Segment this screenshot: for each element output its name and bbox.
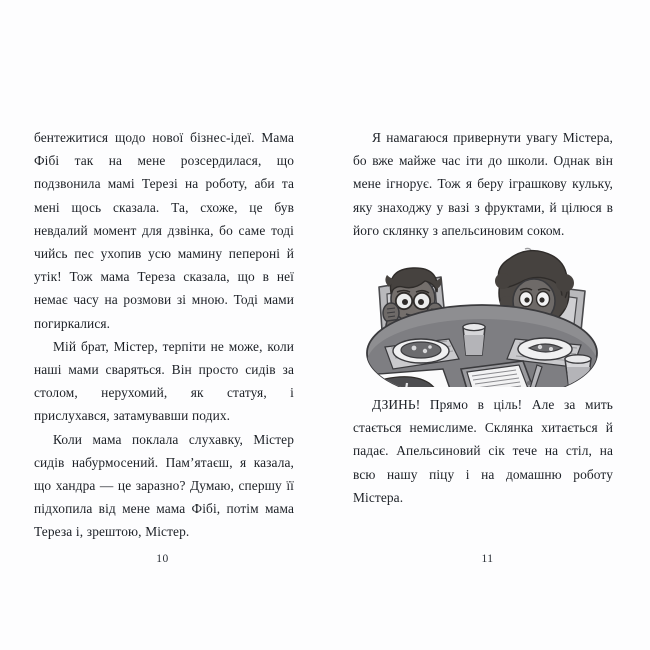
boy-plate-with-pizza [393, 339, 449, 363]
right-book-page [325, 0, 650, 650]
orange-juice-glass-center [463, 323, 485, 355]
right-paragraph-after-illustration: ДЗИНЬ! Прямо в ціль! Але за мить стається немислиме. Склянка хитається й падає. Апельсиновий сік тече на стіл, на всю нашу піцу і на домашню роботу Містера. [353, 397, 613, 505]
girl-plate-with-pizza [518, 338, 572, 360]
right-paragraph-before-illustration: Я намагаюся привернути увагу Містера, бо вже майже час іти до школи. Однак він мене ігнорує. Тож я беру іграшкову кульку, яку знаходжу у вазі з фруктами, й цілюся в його склянку з апельсиновим соком. [353, 130, 613, 238]
right-page-text-column [353, 126, 613, 509]
illustration-svg [351, 247, 613, 387]
left-page-number: 10 [156, 553, 169, 565]
left-page-text-column [34, 126, 294, 544]
right-page-number: 11 [481, 553, 494, 565]
left-paragraph-1: бентежитися щодо нової бізнес-ідеї. Мама Фібі так на мене розсердилася, що подзвонила мамі Терезі на роботу, аби та мені щось сказала. Та, схоже, це був невдалий момент для дзвінка, бо саме тоді чийсь пес ухопив усю мамину пепероні й утік! Тож мама Тереза сказала, що в неї немає часу на розмови зі мною. Тоді мами погиркалися. [34, 130, 294, 331]
orange-juice-glass-right [565, 355, 591, 387]
left-paragraph-3: Коли мама поклала слухавку, Містер сидів набурмосений. Пам’ятаєш, я казала, що хандра — це заразно? Думаю, спершу її підхопила від мене мама Фібі, потім мама Тереза і, зрештою, Містер. [34, 431, 294, 540]
left-paragraph-2: Мій брат, Містер, терпіти не може, коли наші мами сваряться. Він просто сидів за столом, нерухомий, як статуя, і прислухався, затамувавши подих. [34, 338, 294, 424]
two-children-at-dining-table-illustration [351, 247, 613, 387]
